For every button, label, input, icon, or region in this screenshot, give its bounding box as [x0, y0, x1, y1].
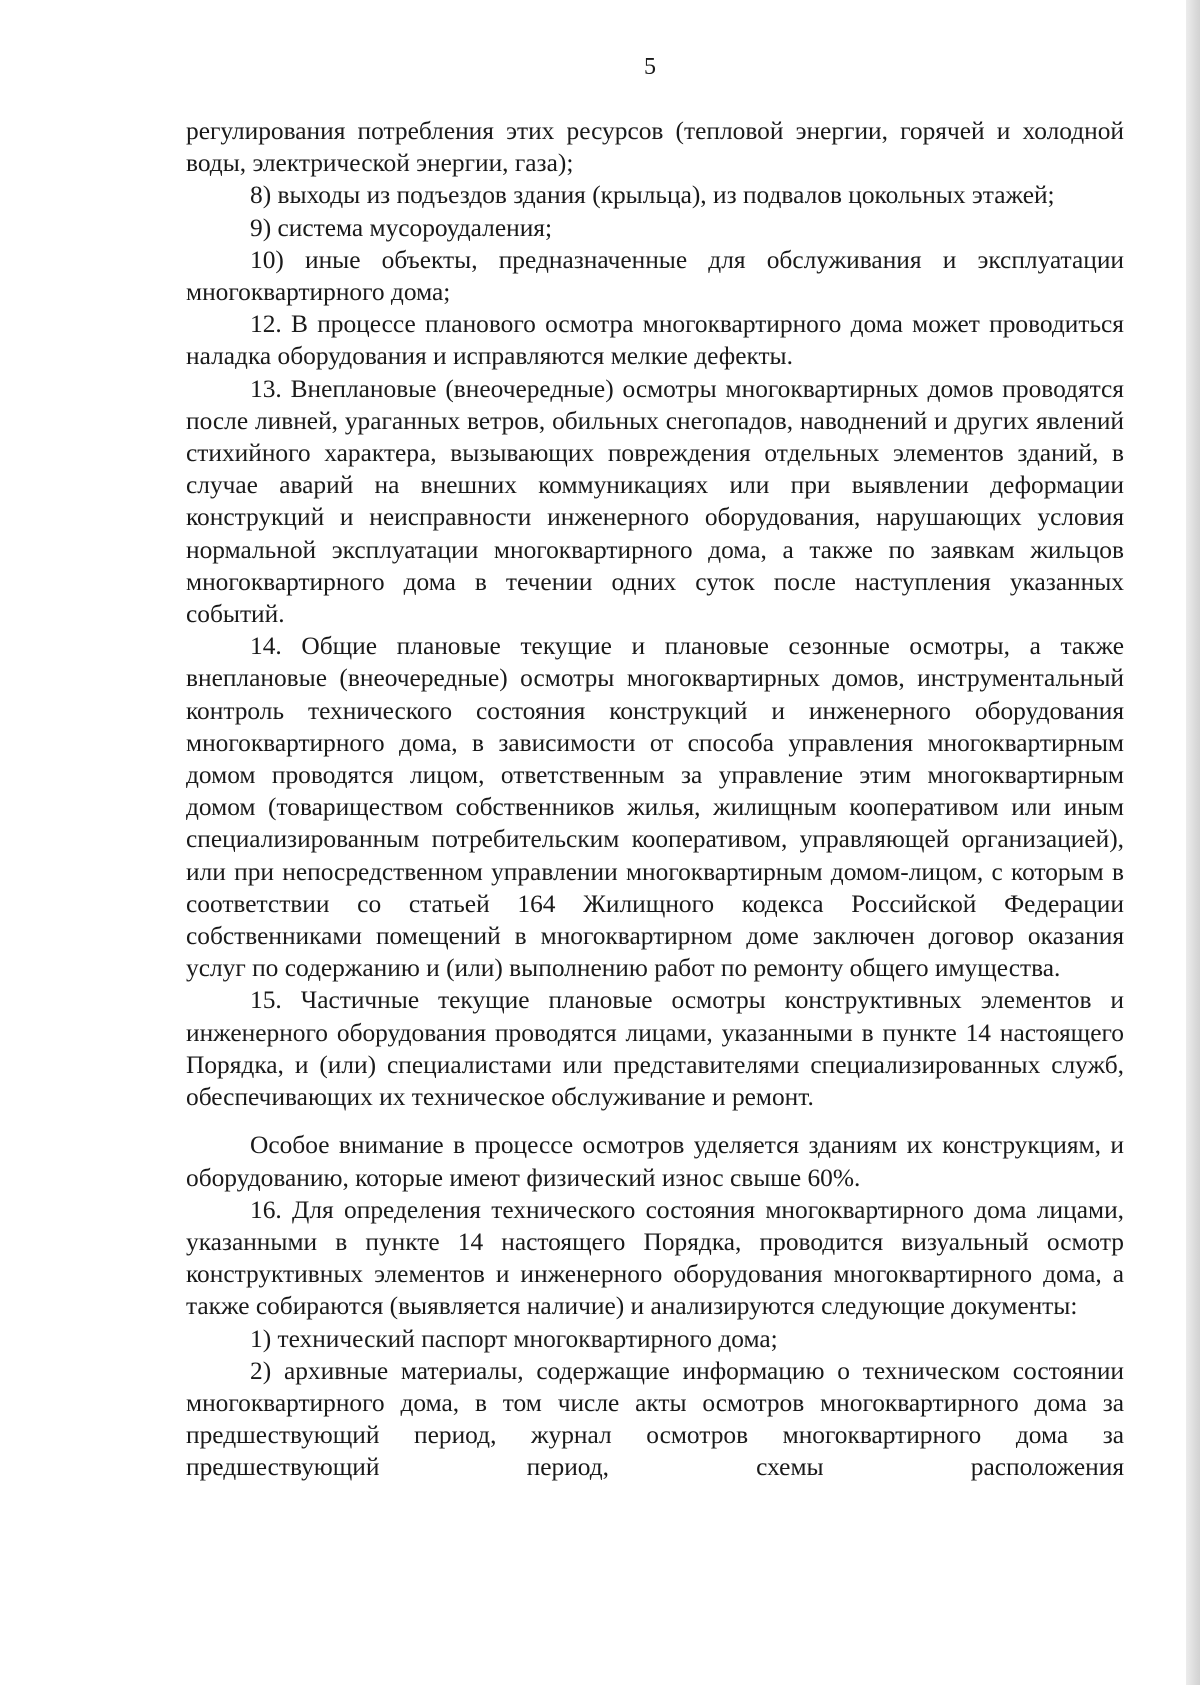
list-item-8: 8) выходы из подъездов здания (крыльца), из подвалов цокольных этажей;	[250, 181, 1055, 210]
page-right-edge	[1186, 0, 1200, 1685]
document-body	[186, 115, 1124, 1484]
list-item-10: 10) иные объекты, предназначенные для обслуживания и эксплуатации многоквартирного дома;	[186, 245, 1124, 307]
clause-13: 13. Внеплановые (внеочередные) осмотры многоквартирных домов проводятся после ливней, ураганных ветров, обильных снегопадов, наводнений и других явлений стихийного характера, вызывающих повреждения отдельных элементов зданий, в случае аварий на внешних коммуникациях или при выявлении деформации конструкций и неисправности инженерного оборудования, нарушающих условия нормальной эксплуатации многоквартирного дома, а также по заявкам жильцов многоквартирного дома в течении одних суток после наступления указанных событий.	[186, 374, 1124, 629]
clause-15: 15. Частичные текущие плановые осмотры конструктивных элементов и инженерного оборудования проводятся лицами, указанными в пункте 14 настоящего Порядка, и (или) специалистами или представителями специализированных служб, обеспечивающих их техническое обслуживание и ремонт.	[186, 986, 1124, 1112]
clause-16: 16. Для определения технического состояния многоквартирного дома лицами, указанными в пункте 14 настоящего Порядка, проводится визуальный осмотр конструктивных элементов и инженерного оборудования многоквартирного дома, а также собираются (выявляется наличие) и анализируются следующие документы:	[186, 1195, 1124, 1321]
document-list-item-2: 2) архивные материалы, содержащие информацию о техническом состоянии многоквартирного дома, в том числе акты осмотров многоквартирного дома за предшествующий период, журнал осмотров многоквартирного дома за предшествующий период, схемы расположения	[186, 1356, 1124, 1482]
paragraph-resources-continued: регулирования потребления этих ресурсов (тепловой энергии, горячей и холодной воды, электрической энергии, газа);	[186, 117, 1124, 178]
page-number: 5	[644, 54, 656, 80]
list-item-9: 9) система мусороудаления;	[250, 213, 553, 242]
document-list-item-1: 1) технический паспорт многоквартирного дома;	[250, 1324, 778, 1353]
clause-12: 12. В процессе планового осмотра многоквартирного дома может проводиться наладка оборудования и исправляются мелкие дефекты.	[186, 310, 1124, 371]
clause-15-special-attention: Особое внимание в процессе осмотров уделяется зданиям их конструкциям, и оборудованию, которые имеют физический износ свыше 60%.	[186, 1131, 1124, 1192]
clause-14: 14. Общие плановые текущие и плановые сезонные осмотры, а также внеплановые (внеочередные) осмотры многоквартирных домов, инструментальный контроль технического состояния конструкций и инженерного оборудования многоквартирного дома, в зависимости от способа управления многоквартирным домом проводятся лицом, ответственным за управление этим многоквартирным домом (товариществом собственников жилья, жилищным кооперативом или иным специализированным потребительским кооперативом, управляющей организацией), или при непосредственном управлении многоквартирным домом-лицом, с которым в соответствии со статьей 164 Жилищного кодекса Российской Федерации собственниками помещений в многоквартирном доме заключен договор оказания услуг по содержанию и (или) выполнению работ по ремонту общего имущества.	[186, 632, 1124, 983]
